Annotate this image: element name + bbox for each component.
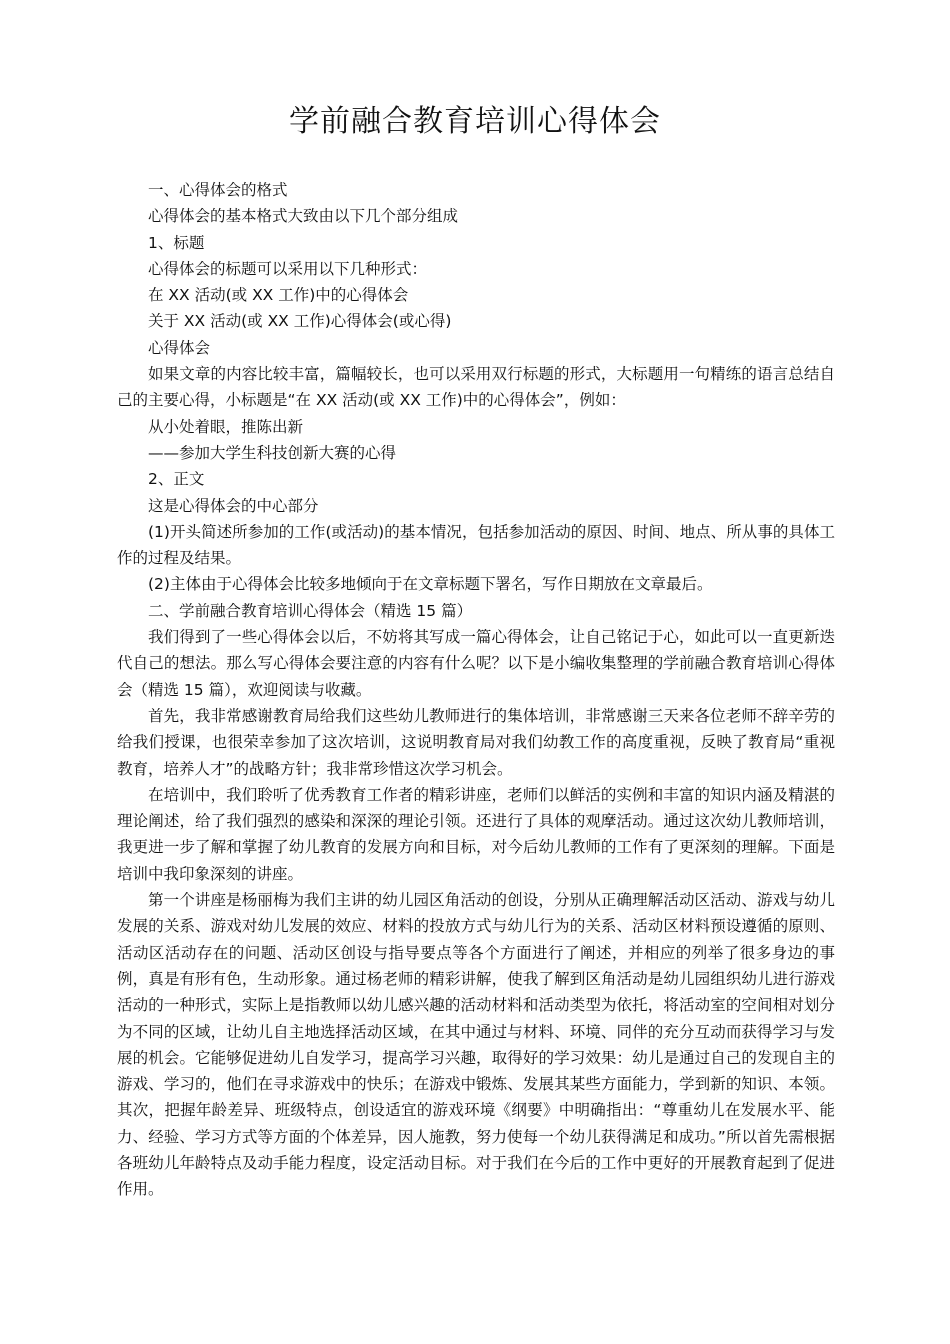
paragraph: ——参加大学生科技创新大赛的心得	[148, 443, 397, 462]
subheading-title: 1、标题	[148, 233, 205, 252]
paragraph: 心得体会	[148, 338, 211, 357]
paragraph: 第一个讲座是杨丽梅为我们主讲的幼儿园区角活动的创设，分别从正确理解活动区活动、游戏与幼儿发展的关系、游戏对幼儿发展的效应、材料的投放方式与幼儿行为的关系、活动区材料预设遵循的原则、活动区活动存在的问题、活动区创设与指导要点等各个方面进行了阐述，并相应的列举了很多身边的事例，真是有形有色，生动形象。通过杨老师的精彩讲解，使我了解到区角活动是幼儿园组织幼儿进行游戏活动的一种形式，实际上是指教师以幼儿感兴趣的活动材料和活动类型为依托，将活动室的空间相对划分为不同的区域，让幼儿自主地选择活动区域，在其中通过与材料、环境、同伴的充分互动而获得学习与发展的机会。它能够促进幼儿自发学习，提高学习兴趣，取得好的学习效果：幼儿是通过自己的发现自主的游戏、学习的，他们在寻求游戏中的快乐；在游戏中锻炼、发展其某些方面能力，学到新的知识、本领。其次，把握年龄差异、班级特点，创设适宜的游戏环境《纲要》中明确指出：“尊重幼儿在发展水平、能力、经验、学习方式等方面的个体差异，因人施教，努力使每一个幼儿获得满足和成功。”所以首先需根据各班幼儿年龄特点及动手能力程度，设定活动目标。对于我们在今后的工作中更好的开展教育起到了促进作用。	[117, 891, 835, 1199]
paragraph: 关于 XX 活动(或 XX 工作)心得体会(或心得)	[148, 312, 452, 331]
document-title: 学前融合教育培训心得体会	[289, 104, 661, 139]
paragraph: 我们得到了一些心得体会以后，不妨将其写成一篇心得体会，让自己铭记于心，如此可以一直更新迭代自己的想法。那么写心得体会要注意的内容有什么呢？以下是小编收集整理的学前融合教育培训心得体会（精选 15 篇），欢迎阅读与收藏。	[117, 628, 835, 699]
document-body	[117, 177, 835, 1203]
subheading-body: 2、正文	[148, 470, 205, 489]
paragraph: 首先，我非常感谢教育局给我们这些幼儿教师进行的集体培训，非常感谢三天来各位老师不辞辛劳的给我们授课，也很荣幸参加了这次培训，这说明教育局对我们幼教工作的高度重视，反映了教育局“重视教育，培养人才”的战略方针；我非常珍惜这次学习机会。	[117, 706, 835, 778]
paragraph: (2)主体由于心得体会比较多地倾向于在文章标题下署名，写作日期放在文章最后。	[148, 575, 713, 594]
section-heading-essays: 二、学前融合教育培训心得体会（精选 15 篇）	[148, 601, 473, 620]
paragraph: 从小处着眼，推陈出新	[148, 417, 304, 436]
paragraph: 心得体会的基本格式大致由以下几个部分组成	[148, 207, 459, 226]
paragraph: 这是心得体会的中心部分	[148, 496, 319, 515]
paragraph: 在培训中，我们聆听了优秀教育工作者的精彩讲座，老师们以鲜活的实例和丰富的知识内涵及精湛的理论阐述，给了我们强烈的感染和深深的理论引领。还进行了具体的观摩活动。通过这次幼儿教师培训，我更进一步了解和掌握了幼儿教育的发展方向和目标，对今后幼儿教师的工作有了更深刻的理解。下面是培训中我印象深刻的讲座。	[117, 785, 835, 883]
section-heading-format: 一、心得体会的格式	[148, 181, 288, 199]
paragraph: 如果文章的内容比较丰富，篇幅较长，也可以采用双行标题的形式，大标题用一句精练的语言总结自己的主要心得，小标题是“在 XX 活动(或 XX 工作)中的心得体会”，例如：	[117, 365, 835, 410]
paragraph: (1)开头简述所参加的工作(或活动)的基本情况，包括参加活动的原因、时间、地点、所从事的具体工作的过程及结果。	[117, 522, 835, 568]
paragraph: 在 XX 活动(或 XX 工作)中的心得体会	[148, 286, 409, 305]
paragraph: 心得体会的标题可以采用以下几种形式：	[148, 259, 428, 278]
